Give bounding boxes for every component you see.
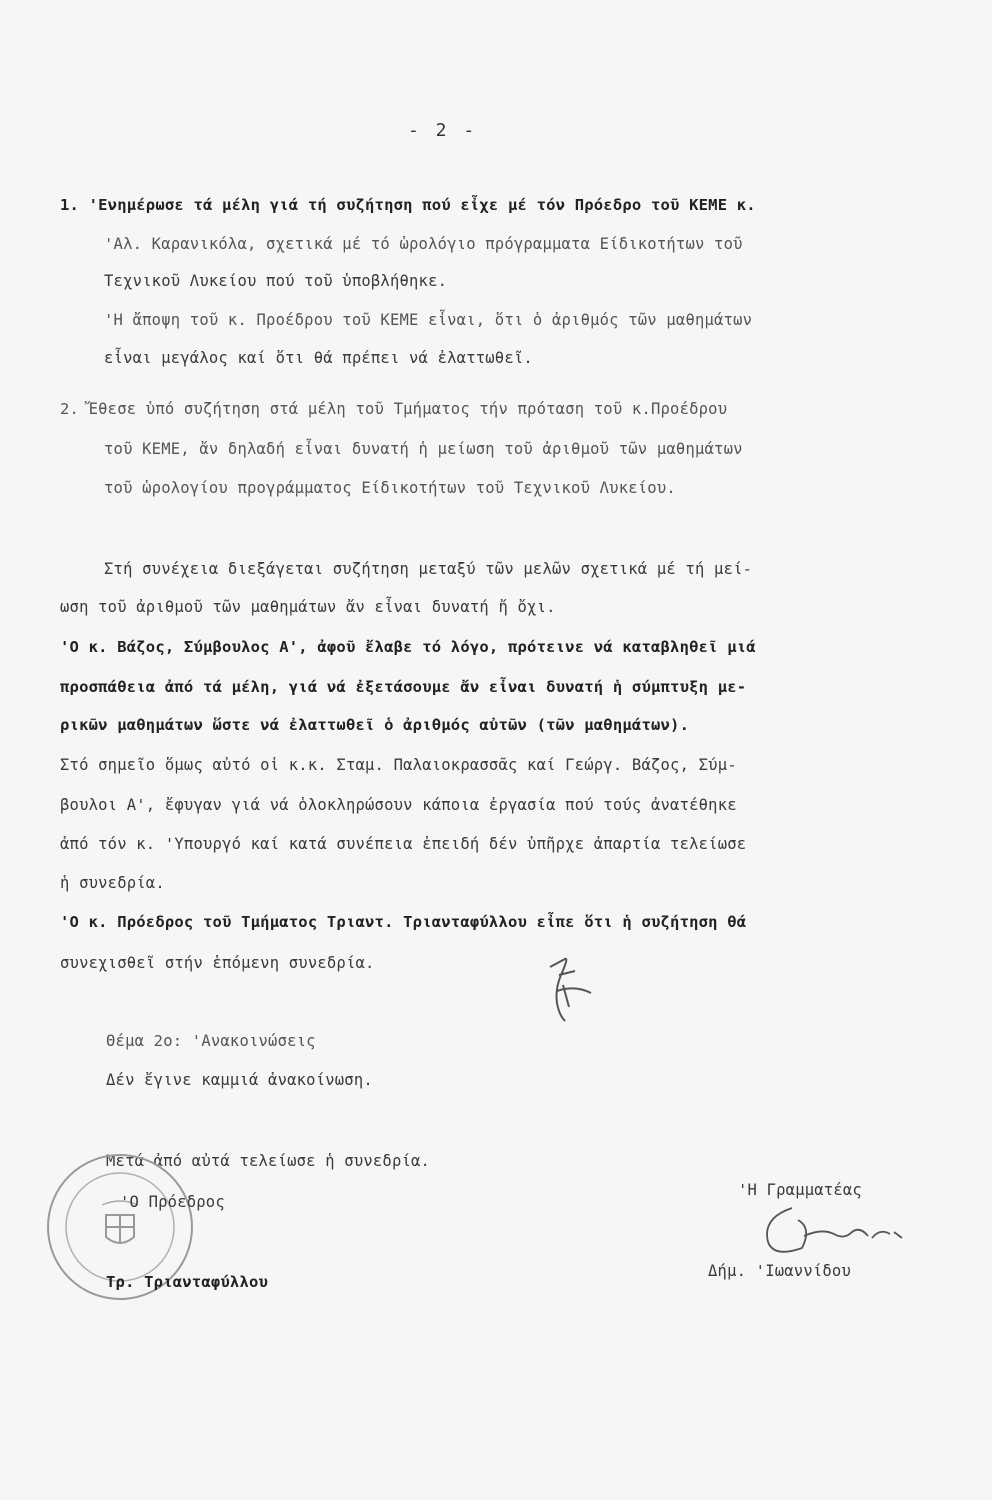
text-line: Τεχνικοῦ Λυκείου πού τοῦ ὑποβλήθηκε. [104,272,448,290]
page-number: - 2 - [408,120,478,141]
initials-mark [535,945,635,1025]
text-line: Στό σημεῖο ὅμως αὐτό οἱ κ.κ. Σταμ. Παλαιοκρασσᾶς καί Γεώργ. Βάζος, Σύμ- [60,756,737,774]
text-line: 'Η ἄποψη τοῦ κ. Προέδρου τοῦ ΚΕΜΕ εἶναι, ὅτι ὁ ἀριθμός τῶν μαθημάτων [104,311,753,329]
text-line: 'Αλ. Καρανικόλα, σχετικά μέ τό ὡρολόγιο πρόγραμματα Είδικοτήτων τοῦ [104,235,743,253]
text-line: βουλοι Α', ἔφυγαν γιά νά ὁλοκληρώσουν κάποια ἐργασία πού τούς ἀνατέθηκε [60,796,737,814]
text-line: ωση τοῦ ἀριθμοῦ τῶν μαθημάτων ἄν εἶναι δυνατή ἤ ὄχι. [60,598,556,616]
left-signature-title: 'Ο Πρόεδρος [120,1193,225,1211]
text-line: 1. 'Ενημέρωσε τά μέλη γιά τή συζήτηση πού εἶχε μέ τόν Πρόεδρο τοῦ ΚΕΜΕ κ. [60,196,756,214]
text-line: ρικῶν μαθημάτων ὥστε νά ἐλαττωθεῖ ὁ ἀριθμός αὐτῶν (τῶν μαθημάτων). [60,716,690,734]
text-line: τοῦ ὡρολογίου προγράμματος Είδικοτήτων τοῦ Τεχνικοῦ Λυκείου. [104,479,676,497]
right-signature-name: Δήμ. 'Ιωαννίδου [708,1262,851,1280]
text-line: 'Ο κ. Βάζος, Σύμβουλος Α', ἀφοῦ ἔλαβε τό λόγο, πρότεινε νά καταβληθεῖ μιά [60,638,756,656]
text-line: Δέν ἔγινε καμμιά ἀνακοίνωση. [106,1071,373,1089]
text-line: 'Ο κ. Πρόεδρος τοῦ Τμήματος Τριαντ. Τριανταφύλλου εἶπε ὅτι ἡ συζήτηση θά [60,913,747,931]
text-line: συνεχισθεῖ στήν ἑπόμενη συνεδρία. [60,954,375,972]
text-line: ἀπό τόν κ. 'Υπουργό καί κατά συνέπεια ἐπειδή δέν ὑπῆρχε ἀπαρτία τελείωσε [60,835,747,853]
text-line: Θέμα 2ο: 'Ανακοινώσεις [106,1032,316,1050]
text-line: ἡ συνεδρία. [60,874,165,892]
text-line: τοῦ ΚΕΜΕ, ἄν δηλαδή εἶναι δυνατή ἡ μείωση τοῦ ἀριθμοῦ τῶν μαθημάτων [104,440,743,458]
text-line: εἶναι μεγάλος καί ὅτι θά πρέπει νά ἐλαττωθεῖ. [104,349,533,367]
left-signature-name: Τρ. Τριανταφύλλου [106,1273,269,1291]
right-signature-title: 'Η Γραμματέας [738,1181,862,1199]
text-line: Στή συνέχεια διεξάγεται συζήτηση μεταξύ τῶν μελῶν σχετικά μέ τή μεί- [104,560,753,578]
handwritten-signature [752,1198,912,1268]
text-line: προσπάθεια ἀπό τά μέλη, γιά νά ἐξετάσουμε ἄν εἶναι δυνατή ἡ σύμπτυξη με- [60,678,747,696]
text-line: Μετά ἀπό αὐτά τελείωσε ἡ συνεδρία. [106,1152,431,1170]
text-line: 2. Ἔθεσε ὑπό συζήτηση στά μέλη τοῦ Τμήματος τήν πρόταση τοῦ κ.Προέδρου [60,400,728,418]
